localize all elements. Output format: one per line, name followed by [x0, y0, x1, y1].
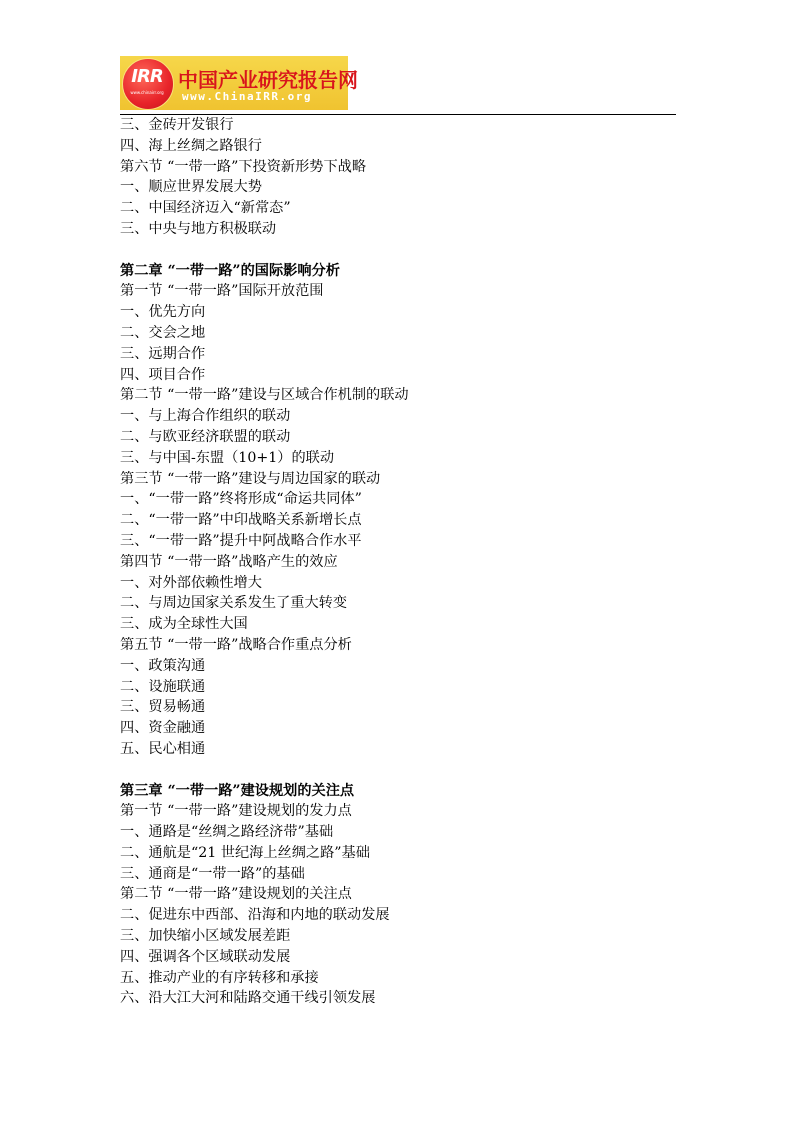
site-name: 中国产业研究报告网	[178, 68, 358, 92]
toc-line: 三、“一带一路”提升中阿战略合作水平	[120, 532, 362, 549]
page-header	[120, 56, 676, 114]
toc-line: 三、与中国-东盟（10+1）的联动	[120, 449, 335, 466]
toc-line: 三、加快缩小区域发展差距	[120, 928, 291, 945]
toc-line: 四、资金融通	[120, 720, 206, 737]
toc-line: 三、成为全球性大国	[120, 616, 248, 633]
toc-line: 四、项目合作	[120, 366, 206, 383]
toc-line: 第一节 “一带一路”国际开放范围	[120, 283, 324, 300]
toc-line: 五、民心相通	[120, 740, 206, 757]
toc-line: 三、金砖开发银行	[120, 117, 234, 133]
toc-line: 一、优先方向	[120, 304, 206, 321]
toc-line: 四、海上丝绸之路银行	[120, 137, 262, 154]
blank-line	[120, 240, 676, 261]
toc-line: 四、强调各个区域联动发展	[120, 948, 291, 965]
chapter-heading: 第二章 “一带一路”的国际影响分析	[120, 262, 340, 279]
logo-mark: IRR	[131, 66, 163, 87]
toc-line: 第六节 “一带一路”下投资新形势下战略	[120, 158, 367, 175]
toc-line: 二、促进东中西部、沿海和内地的联动发展	[120, 907, 390, 924]
toc-line: 三、通商是“一带一路”的基础	[120, 865, 305, 882]
logo-tagline: www.chinairr.org	[130, 90, 164, 95]
toc-line: 第一节 “一带一路”建设规划的发力点	[120, 803, 352, 820]
site-url: www.ChinaIRR.org	[182, 90, 312, 103]
toc-line: 一、对外部依赖性增大	[120, 574, 262, 591]
blank-line	[120, 760, 676, 781]
toc-line: 三、贸易畅通	[120, 699, 206, 716]
toc-line: 一、政策沟通	[120, 657, 206, 674]
toc-line: 一、顺应世界发展大势	[120, 179, 262, 196]
toc-line: 二、通航是“21 世纪海上丝绸之路”基础	[120, 844, 370, 861]
toc-line: 二、“一带一路”中印战略关系新增长点	[120, 512, 362, 529]
toc-line: 第二节 “一带一路”建设与区域合作机制的联动	[120, 387, 409, 404]
toc-line: 三、远期合作	[120, 345, 206, 362]
toc-line: 一、通路是“丝绸之路经济带”基础	[120, 824, 334, 841]
site-logo	[120, 56, 358, 110]
toc-line: 三、中央与地方积极联动	[120, 220, 277, 237]
toc-line: 二、交会之地	[120, 324, 206, 341]
chapter-heading: 第三章 “一带一路”建设规划的关注点	[120, 782, 355, 799]
toc-line: 二、与欧亚经济联盟的联动	[120, 428, 291, 445]
toc-line: 第四节 “一带一路”战略产生的效应	[120, 553, 338, 570]
toc-line: 一、与上海合作组织的联动	[120, 408, 291, 425]
toc-line: 二、与周边国家关系发生了重大转变	[120, 595, 348, 612]
toc-line: 五、推动产业的有序转移和承接	[120, 969, 319, 986]
toc-line: 六、沿大江大河和陆路交通干线引领发展	[120, 990, 376, 1007]
toc-line: 二、设施联通	[120, 678, 206, 695]
toc-line: 一、“一带一路”终将形成“命运共同体”	[120, 491, 362, 508]
table-of-contents	[120, 115, 676, 1009]
toc-line: 二、中国经济迈入“新常态”	[120, 200, 291, 217]
toc-line: 第五节 “一带一路”战略合作重点分析	[120, 636, 352, 653]
toc-line: 第三节 “一带一路”建设与周边国家的联动	[120, 470, 381, 487]
toc-line: 第二节 “一带一路”建设规划的关注点	[120, 886, 352, 903]
